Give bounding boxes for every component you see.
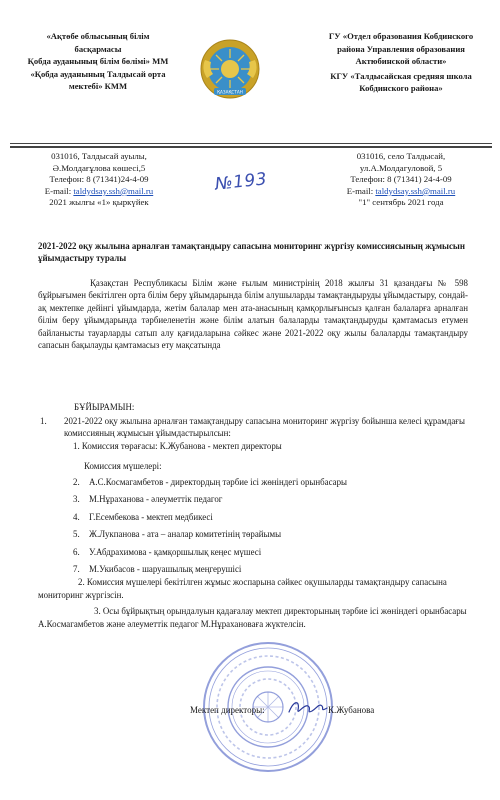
phone-line: Телефон: 8 (71341) 24-4-09 xyxy=(350,174,452,185)
member-number: 7. xyxy=(73,564,80,575)
members-heading: Комиссия мүшелері: xyxy=(84,461,162,471)
header-right-russian xyxy=(308,30,494,95)
header-right-line: района Управления образования xyxy=(337,43,465,54)
email-line xyxy=(4,186,194,198)
header-left-line: «Қобда ауданының Талдысай орта xyxy=(30,68,166,79)
point-2: 2. Комиссия мүшелері бекітілген жұмыс жоспарына сәйкес оқушыларды тамақтандыру сапасына мониторинг жүргізсін. xyxy=(38,577,447,600)
member-item xyxy=(73,491,347,508)
order-title: 2021-2022 оқу жылына арналған тамақтандыру сапасына мониторинг жүргізу комиссиясының жұмысын ұйымдастыру туралы xyxy=(38,241,465,264)
point-1 xyxy=(40,415,468,440)
state-emblem-icon xyxy=(199,38,261,100)
member-item xyxy=(73,509,347,526)
point-text: 2021-2022 оқу жылына арналған тамақтандыру сапасына мониторинг жүргізу бойынша келесі құрамдағы комиссияның жұмысын ұйымдастырылсын: xyxy=(64,416,465,439)
member-text: М.Нұраханова - әлеуметтік педагог xyxy=(89,494,223,505)
email-link[interactable]: taldydsay.ssh@mail.ru xyxy=(375,185,456,196)
header-right-line: Кобдинского района» xyxy=(359,83,443,94)
commission-chair: 1. Комиссия төрағасы: К.Жубанова - мектеп директоры xyxy=(73,441,282,451)
emblem-text: ҚАЗАҚСТАН xyxy=(217,89,243,95)
preamble-paragraph: Қазақстан Республикасы Білім және ғылым министрінің 2018 жылғы 31 қазандағы № 598 бұйрығымен бекітілген орта білім беру ұйымдарында білім алушыларды тамақтандыруды ұйымдастыру, сондай-ақ мектепке дейінгі ұйымдарда, жетім балалар мен ата-анасының қамқорлығынсыз қалған балаларға арналған білім беру ұйымдарында тәрбиеленетін және білім алатын балаларды тамақтандыруды қамтамасыз етумен байланысты тауарларды сатып алу қағидаларына сәйкес және 2021-2022 оқу жылы балаларды тамақтандыру сапасын бақылауды қамтамасыз ету мақсатында xyxy=(38,278,468,351)
member-number: 5. xyxy=(73,529,80,540)
document-number: №193 xyxy=(214,169,269,195)
email-line xyxy=(306,186,496,198)
member-number: 2. xyxy=(73,477,80,487)
address-line: 031016, село Талдысай, xyxy=(356,151,446,161)
member-number: 3. xyxy=(73,494,80,505)
point-3: 3. Осы бұйрықтың орындалуын қадағалау мектеп директорының тәрбие ісі жөніндегі орынбасары А.Космагамбетов және әлеуметтік педагог М.Нұрахановаға жүктелсін. xyxy=(38,606,467,629)
member-text: Ж.Лукпанова - ата – аналар комитетінің төрайымы xyxy=(89,529,282,540)
date-line: "1" сентябрь 2021 года xyxy=(358,197,444,208)
header-left-line: мектебі» КММ xyxy=(68,81,128,92)
header-left-line: «Ақтөбе облысының білім xyxy=(46,31,150,41)
email-label: E-mail: xyxy=(44,185,72,196)
address-line: ул.А.Молдагуловой, 5 xyxy=(359,162,443,173)
member-item xyxy=(73,474,347,491)
header-left-kazakh xyxy=(8,30,188,93)
member-number: 6. xyxy=(73,546,80,557)
member-text: У.Абдрахимова - қамқоршылық кеңес мүшесі xyxy=(89,546,262,557)
address-line: 031016, Талдысай ауылы, xyxy=(51,151,147,161)
point-number: 1. xyxy=(40,416,47,426)
email-link[interactable]: taldydsay.ssh@mail.ru xyxy=(73,185,154,196)
order-heading: БҰЙЫРАМЫН: xyxy=(74,402,135,412)
header-left-line: басқармасы xyxy=(74,43,122,54)
signature-label: Мектеп директоры: xyxy=(190,705,265,715)
header-left-line: Қобда ауданының білім бөлімі» ММ xyxy=(27,56,169,67)
member-text: А.С.Космагамбетов - директордың тәрбие ісі жөніндегі орынбасары xyxy=(89,477,347,487)
member-number: 4. xyxy=(73,511,80,522)
member-item xyxy=(73,544,347,561)
address-left xyxy=(4,151,194,209)
members-list xyxy=(73,474,347,578)
member-text: М.Укибасов - шаруашылық меңгерушісі xyxy=(89,564,242,575)
signature-name: К.Жубанова xyxy=(328,705,375,715)
member-item xyxy=(73,526,347,543)
date-line: 2021 жылғы «1» қыркүйек xyxy=(49,197,149,208)
header-right-line: КГУ «Талдысайская средняя школа xyxy=(330,70,472,81)
header-divider-thin xyxy=(10,143,492,144)
header-right-line: Актюбинской области» xyxy=(355,56,447,67)
email-label: E-mail: xyxy=(346,185,374,196)
header-right-line: ГУ «Отдел образования Кобдинского xyxy=(328,31,474,41)
address-line: Ә.Молдағұлова көшесі,5 xyxy=(52,162,146,173)
header-divider-thick xyxy=(10,146,492,148)
address-right xyxy=(306,151,496,209)
signature-line xyxy=(190,705,374,715)
phone-line: Телефон: 8 (71341)24-4-09 xyxy=(49,174,149,185)
handwritten-signature xyxy=(286,696,330,718)
member-text: Г.Есембекова - мектеп медбикесі xyxy=(89,511,213,522)
